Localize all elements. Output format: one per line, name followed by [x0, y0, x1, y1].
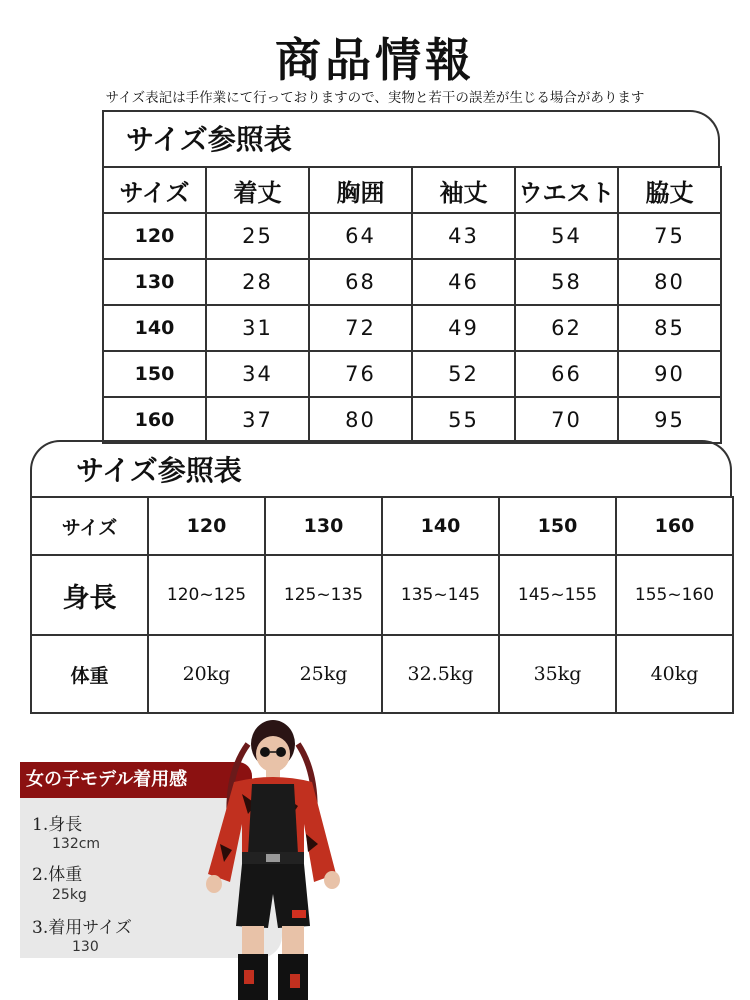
weight-cell: 35kg [499, 635, 616, 713]
table-row [31, 635, 733, 713]
weight-cell: 20kg [148, 635, 265, 713]
size-cell: 150 [499, 497, 616, 555]
value-cell: 76 [309, 351, 412, 397]
weight-cell: 25kg [265, 635, 382, 713]
fit-table-title: サイズ参照表 [30, 440, 732, 496]
model-weight-label: 2.体重 [32, 865, 83, 885]
value-cell: 90 [618, 351, 721, 397]
header-cell: 袖丈 [412, 167, 515, 213]
table-row [31, 555, 733, 635]
fit-table [30, 440, 732, 714]
value-cell: 46 [412, 259, 515, 305]
weight-cell: 40kg [616, 635, 733, 713]
value-cell: 43 [412, 213, 515, 259]
size-cell: 150 [103, 351, 206, 397]
size-cell: 140 [382, 497, 499, 555]
size-table-grid [102, 166, 722, 444]
row-header: 身長 [31, 555, 148, 635]
header-cell: ウエスト [515, 167, 618, 213]
weight-cell: 32.5kg [382, 635, 499, 713]
size-table-header-row [103, 167, 721, 213]
model-weight-value: 25kg [52, 887, 87, 903]
header-cell: 着丈 [206, 167, 309, 213]
table-row [103, 213, 721, 259]
size-table-title: サイズ参照表 [102, 110, 720, 166]
size-disclaimer: サイズ表記は手作業にて行っておりますので、実物と若干の誤差が生じる場合があります [105, 90, 645, 106]
model-photo [186, 714, 362, 1000]
value-cell: 80 [309, 397, 412, 443]
header-cell: 脇丈 [618, 167, 721, 213]
size-cell: 130 [103, 259, 206, 305]
model-size-label: 3.着用サイズ [32, 918, 132, 938]
value-cell: 68 [309, 259, 412, 305]
height-cell: 135~145 [382, 555, 499, 635]
table-row [31, 497, 733, 555]
value-cell: 64 [309, 213, 412, 259]
size-cell: 120 [148, 497, 265, 555]
table-row [103, 305, 721, 351]
row-header: 体重 [31, 635, 148, 713]
header-cell: 胸囲 [309, 167, 412, 213]
value-cell: 34 [206, 351, 309, 397]
size-cell: 160 [616, 497, 733, 555]
height-cell: 145~155 [499, 555, 616, 635]
size-cell: 120 [103, 213, 206, 259]
value-cell: 49 [412, 305, 515, 351]
fit-table-grid [30, 496, 734, 714]
value-cell: 62 [515, 305, 618, 351]
value-cell: 80 [618, 259, 721, 305]
model-size-value: 130 [72, 939, 99, 955]
table-row [103, 397, 721, 443]
size-cell: 160 [103, 397, 206, 443]
size-cell: 130 [265, 497, 382, 555]
size-cell: 140 [103, 305, 206, 351]
value-cell: 72 [309, 305, 412, 351]
model-height-label: 1.身長 [32, 815, 83, 835]
value-cell: 85 [618, 305, 721, 351]
value-cell: 28 [206, 259, 309, 305]
table-row [103, 351, 721, 397]
model-height-value: 132cm [52, 836, 101, 852]
value-cell: 25 [206, 213, 309, 259]
value-cell: 66 [515, 351, 618, 397]
value-cell: 75 [618, 213, 721, 259]
height-cell: 125~135 [265, 555, 382, 635]
value-cell: 95 [618, 397, 721, 443]
value-cell: 31 [206, 305, 309, 351]
model-banner: 女の子モデル着用感 [20, 762, 252, 798]
value-cell: 55 [412, 397, 515, 443]
row-header: サイズ [31, 497, 148, 555]
value-cell: 37 [206, 397, 309, 443]
value-cell: 58 [515, 259, 618, 305]
size-table [102, 110, 720, 444]
header-cell: サイズ [103, 167, 206, 213]
table-row [103, 259, 721, 305]
page-title: 商品情報 [275, 33, 475, 87]
value-cell: 52 [412, 351, 515, 397]
height-cell: 120~125 [148, 555, 265, 635]
value-cell: 54 [515, 213, 618, 259]
value-cell: 70 [515, 397, 618, 443]
height-cell: 155~160 [616, 555, 733, 635]
